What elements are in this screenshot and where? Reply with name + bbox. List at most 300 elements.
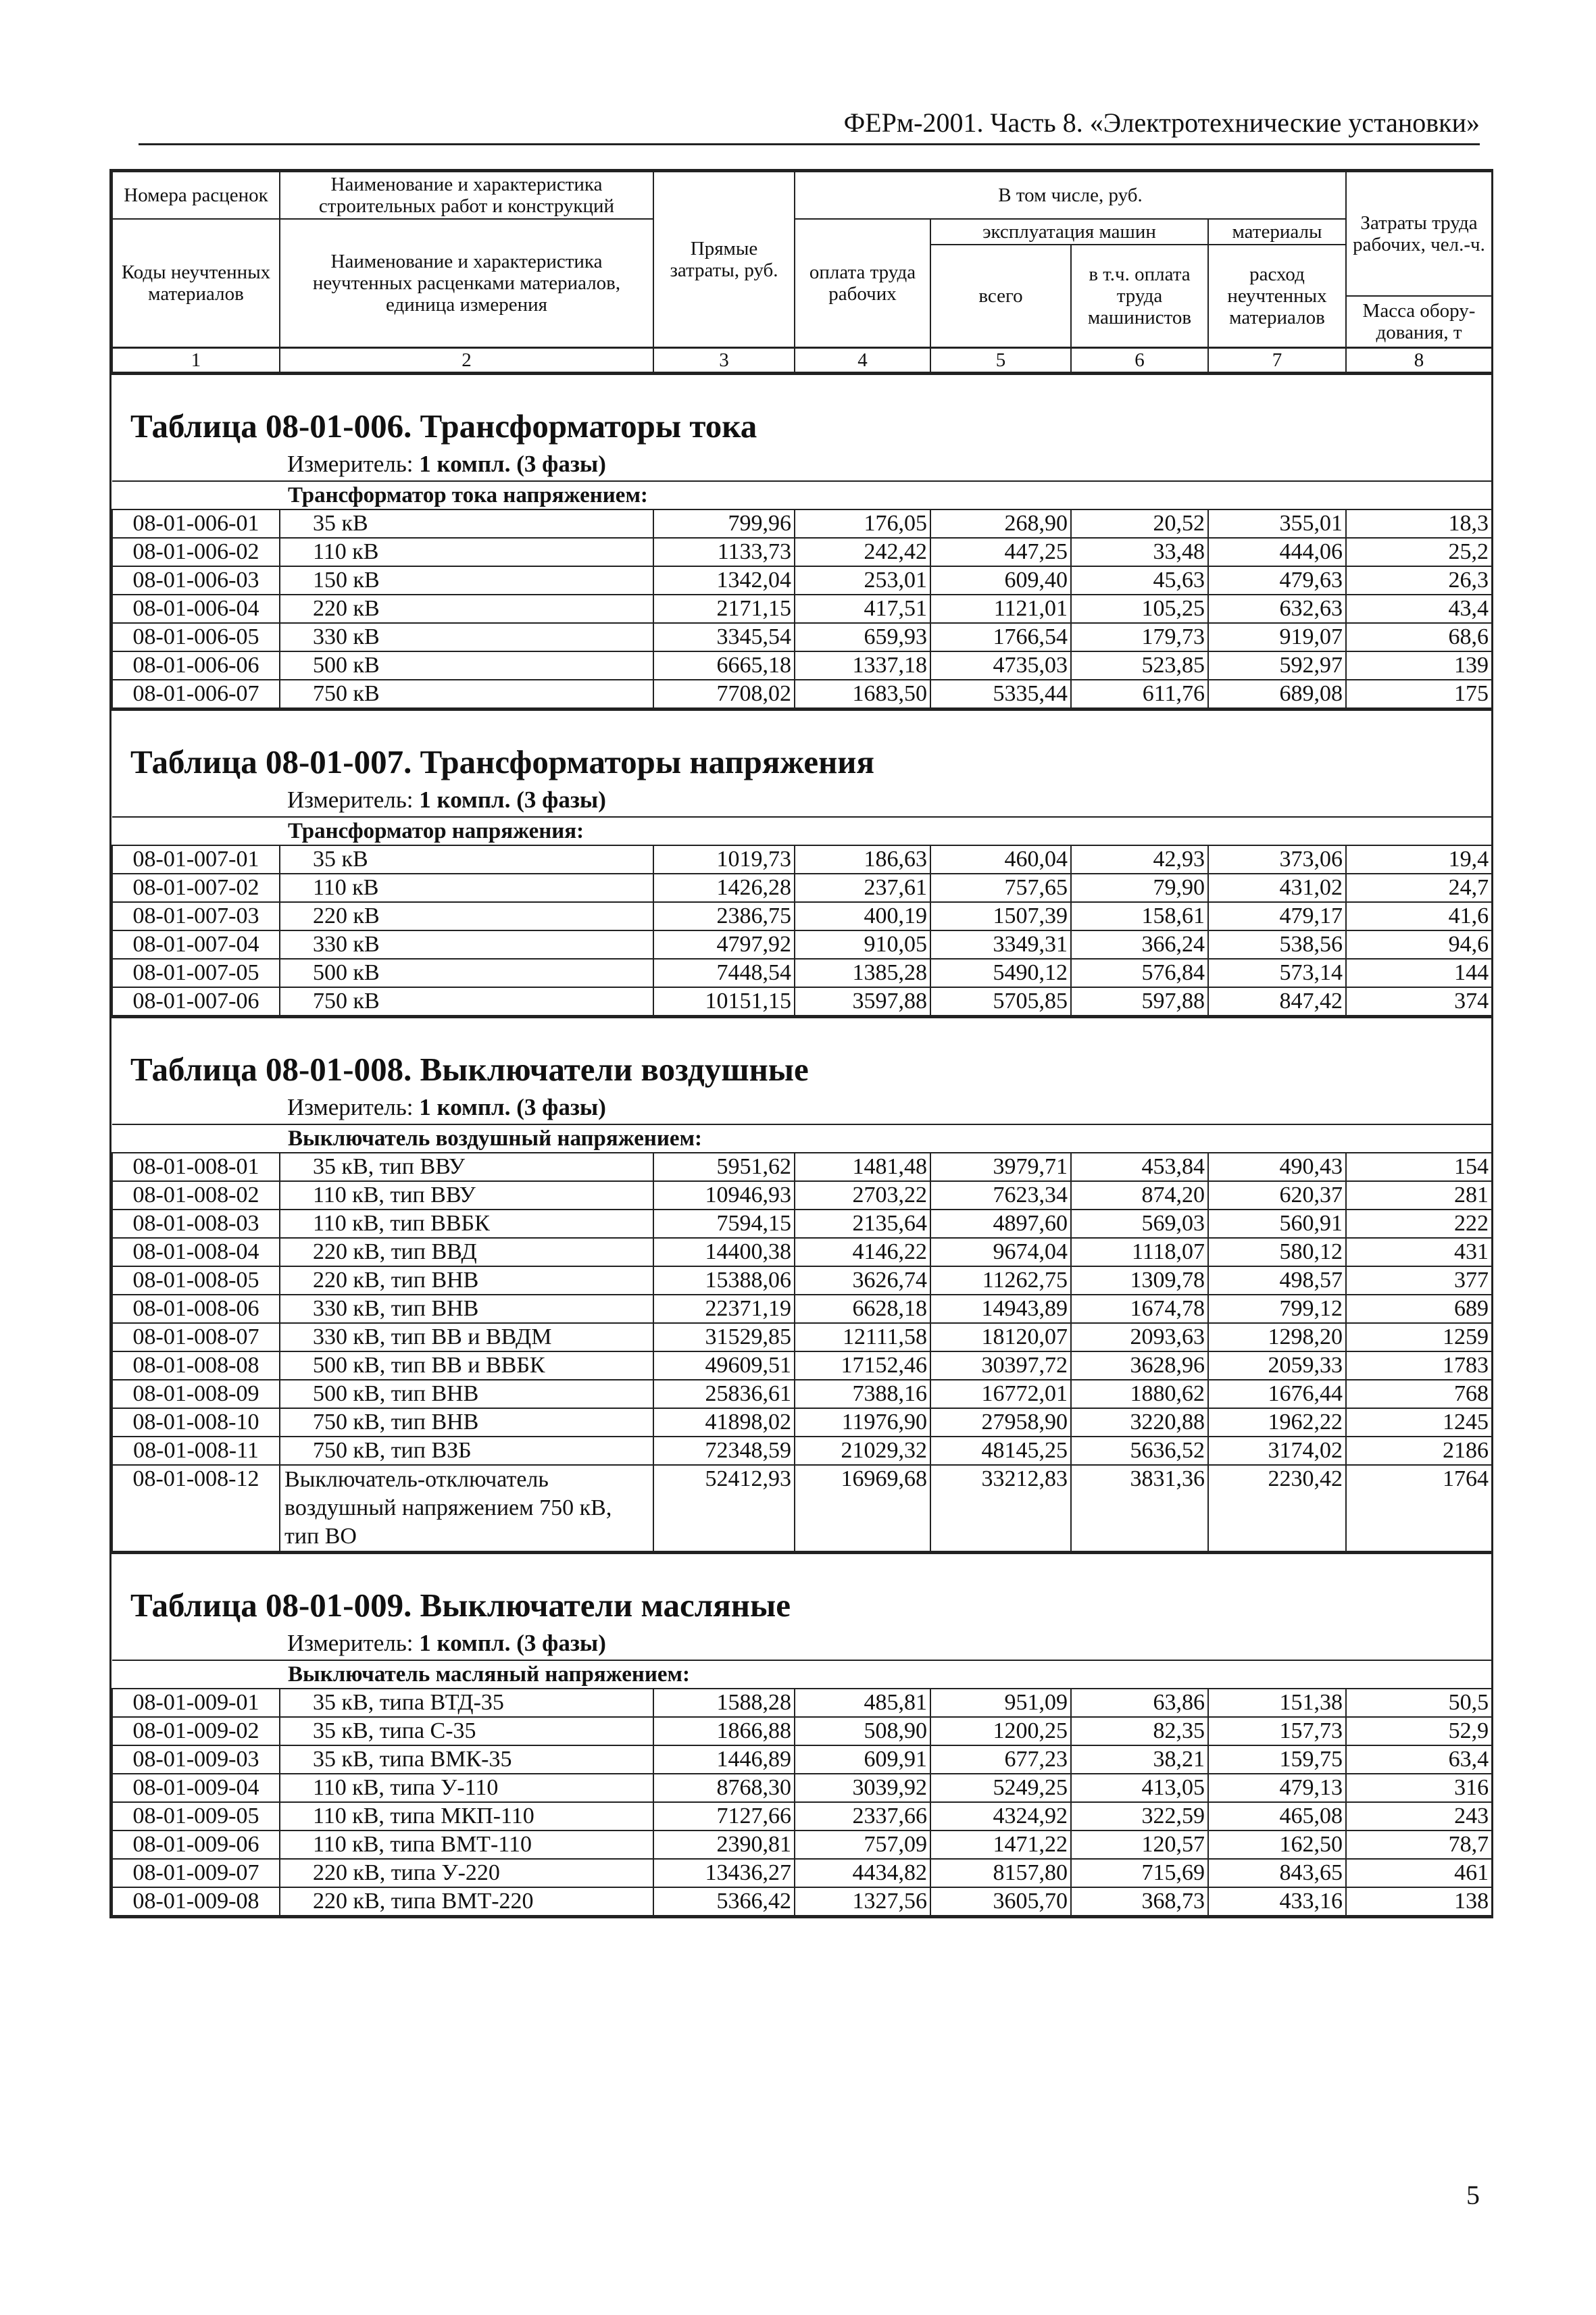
cell-hours: 461 [1346,1859,1492,1887]
cell-direct: 22371,19 [653,1295,795,1323]
cell-materials: 632,63 [1208,595,1346,623]
section-table [111,709,1491,1016]
cell-materials: 919,07 [1208,623,1346,651]
table-row [112,1717,1492,1745]
cell-direct: 7127,66 [653,1802,795,1831]
cell-machines: 5490,12 [930,959,1071,987]
section-data-table [111,816,1493,1016]
cell-name: 35 кВ, типа ВМК-35 [280,1745,653,1774]
cell-hours: 1259 [1346,1323,1492,1351]
cell-code: 08-01-006-01 [112,509,280,538]
cell-operators: 42,93 [1071,845,1208,874]
cell-machines: 7623,34 [930,1181,1071,1210]
cell-operators: 105,25 [1071,595,1208,623]
col-group-including: В том числе, руб. [795,172,1346,219]
cell-code: 08-01-008-01 [112,1153,280,1181]
cell-machines: 1200,25 [930,1717,1071,1745]
cell-operators: 1118,07 [1071,1238,1208,1266]
cell-operators: 120,57 [1071,1831,1208,1859]
cell-materials: 465,08 [1208,1802,1346,1831]
col-group-materials: материалы [1208,219,1346,245]
cell-operators: 158,61 [1071,902,1208,930]
cell-code: 08-01-007-04 [112,930,280,959]
table-row [112,1238,1492,1266]
cell-hours: 25,2 [1346,538,1492,566]
cell-name: 750 кВ, тип ВНВ [280,1408,653,1437]
cell-hours: 52,9 [1346,1717,1492,1745]
table-row [112,1437,1492,1465]
cell-name: 110 кВ [280,874,653,902]
cell-machines: 1766,54 [930,623,1071,651]
section-data-table [111,1660,1493,1916]
cell-machines: 5705,85 [930,987,1071,1016]
col-number: 8 [1346,347,1492,372]
cell-name: 110 кВ, тип ВВБК [280,1210,653,1238]
cell-machines: 11262,75 [930,1266,1071,1295]
col6-operators: в т.ч. оплата труда машинистов [1071,245,1208,347]
cell-operators: 63,86 [1071,1689,1208,1717]
cell-operators: 523,85 [1071,651,1208,680]
cell-materials: 580,12 [1208,1238,1346,1266]
cell-direct: 5366,42 [653,1887,795,1916]
cell-name: 35 кВ [280,845,653,874]
cell-code: 08-01-007-05 [112,959,280,987]
cell-operators: 322,59 [1071,1802,1208,1831]
cell-machines: 3349,31 [930,930,1071,959]
cell-materials: 444,06 [1208,538,1346,566]
col8-bottom: Масса обору-дования, т [1346,296,1492,347]
cell-machines: 951,09 [930,1689,1071,1717]
cell-hours: 63,4 [1346,1745,1492,1774]
cell-code: 08-01-006-06 [112,651,280,680]
cell-hours: 2186 [1346,1437,1492,1465]
table-row [112,1689,1492,1717]
table-row [112,1859,1492,1887]
cell-operators: 453,84 [1071,1153,1208,1181]
section-meter [111,1630,1491,1660]
cell-materials: 355,01 [1208,509,1346,538]
cell-labor: 1385,28 [795,959,930,987]
cell-materials: 799,12 [1208,1295,1346,1323]
cell-hours: 431 [1346,1238,1492,1266]
cell-code: 08-01-008-02 [112,1181,280,1210]
cell-machines: 3979,71 [930,1153,1071,1181]
section-title: Таблица 08-01-009. Выключатели масляные [130,1586,791,1624]
cell-direct: 8768,30 [653,1774,795,1802]
cell-code: 08-01-009-01 [112,1689,280,1717]
cell-code: 08-01-009-03 [112,1745,280,1774]
cell-name: 220 кВ, типа ВМТ-220 [280,1887,653,1916]
cell-direct: 7708,02 [653,680,795,708]
cell-materials: 592,97 [1208,651,1346,680]
section-subheading: Выключатель воздушный напряжением: [112,1124,1492,1153]
cell-direct: 1426,28 [653,874,795,902]
cell-labor: 1683,50 [795,680,930,708]
cell-materials: 490,43 [1208,1153,1346,1181]
col-number: 2 [280,347,653,372]
page-header: ФЕРм-2001. Часть 8. «Электротехнические установки» [843,107,1480,138]
cell-code: 08-01-008-07 [112,1323,280,1351]
cell-name: 35 кВ, типа С-35 [280,1717,653,1745]
cell-labor: 3626,74 [795,1266,930,1295]
table-row [112,1295,1492,1323]
cell-materials: 560,91 [1208,1210,1346,1238]
cell-hours: 175 [1346,680,1492,708]
cell-code: 08-01-006-02 [112,538,280,566]
cell-operators: 5636,52 [1071,1437,1208,1465]
cell-direct: 10946,93 [653,1181,795,1210]
col-number: 7 [1208,347,1346,372]
col1-bottom: Коды неучтенных материалов [112,219,280,347]
cell-name: 220 кВ [280,902,653,930]
cell-hours: 768 [1346,1380,1492,1408]
cell-materials: 479,13 [1208,1774,1346,1802]
cell-hours: 374 [1346,987,1492,1016]
cell-code: 08-01-008-05 [112,1266,280,1295]
col2-bottom: Наименование и характеристика неучтенных расценками материалов, единица измерения [280,219,653,347]
table-row [112,845,1492,874]
col-number: 1 [112,347,280,372]
cell-operators: 1309,78 [1071,1266,1208,1295]
cell-machines: 4324,92 [930,1802,1071,1831]
cell-code: 08-01-008-08 [112,1351,280,1380]
col2-top: Наименование и характеристика строительных работ и конструкций [280,172,653,219]
col5-total: всего [930,245,1071,347]
cell-operators: 33,48 [1071,538,1208,566]
cell-hours: 43,4 [1346,595,1492,623]
cell-materials: 1962,22 [1208,1408,1346,1437]
cell-labor: 16969,68 [795,1465,930,1551]
meter-value: 1 компл. (3 фазы) [419,786,606,813]
cell-hours: 689 [1346,1295,1492,1323]
meter-label: Измеритель: [287,1629,414,1656]
cell-direct: 41898,02 [653,1408,795,1437]
header-rule [139,143,1480,145]
section-meter [111,451,1491,480]
cell-labor: 3039,92 [795,1774,930,1802]
cell-operators: 2093,63 [1071,1323,1208,1351]
cell-labor: 1481,48 [795,1153,930,1181]
cell-code: 08-01-008-11 [112,1437,280,1465]
cell-operators: 413,05 [1071,1774,1208,1802]
cell-code: 08-01-009-07 [112,1859,280,1887]
cell-name: 500 кВ [280,651,653,680]
cell-labor: 237,61 [795,874,930,902]
cell-operators: 611,76 [1071,680,1208,708]
cell-machines: 48145,25 [930,1437,1071,1465]
cell-direct: 72348,59 [653,1437,795,1465]
cell-machines: 9674,04 [930,1238,1071,1266]
table-row [112,1210,1492,1238]
cell-hours: 24,7 [1346,874,1492,902]
cell-machines: 609,40 [930,566,1071,595]
cell-materials: 431,02 [1208,874,1346,902]
meter-value: 1 компл. (3 фазы) [419,450,606,477]
cell-hours: 94,6 [1346,930,1492,959]
cell-code: 08-01-008-09 [112,1380,280,1408]
cell-direct: 14400,38 [653,1238,795,1266]
cell-machines: 3605,70 [930,1887,1071,1916]
cell-name: 500 кВ, тип ВВ и ВВБК [280,1351,653,1380]
cell-operators: 874,20 [1071,1181,1208,1210]
cell-hours: 1764 [1346,1465,1492,1551]
cell-materials: 843,65 [1208,1859,1346,1887]
section-table [111,1016,1491,1552]
cell-hours: 19,4 [1346,845,1492,874]
cell-labor: 12111,58 [795,1323,930,1351]
cell-labor: 417,51 [795,595,930,623]
section-subheading: Трансформатор напряжения: [112,817,1492,845]
cell-operators: 38,21 [1071,1745,1208,1774]
cell-labor: 609,91 [795,1745,930,1774]
cell-operators: 1880,62 [1071,1380,1208,1408]
cell-name: 750 кВ [280,680,653,708]
cell-name: 750 кВ [280,987,653,1016]
cell-name: 330 кВ [280,623,653,651]
table-row [112,1802,1492,1831]
cell-code: 08-01-008-04 [112,1238,280,1266]
cell-machines: 30397,72 [930,1351,1071,1380]
col4-labor: оплата труда рабочих [795,219,930,347]
section-table [111,1552,1491,1916]
cell-hours: 68,6 [1346,623,1492,651]
cell-operators: 20,52 [1071,509,1208,538]
cell-hours: 144 [1346,959,1492,987]
cell-hours: 281 [1346,1181,1492,1210]
cell-labor: 4146,22 [795,1238,930,1266]
sections-container [111,373,1491,1916]
cell-hours: 377 [1346,1266,1492,1295]
cell-direct: 15388,06 [653,1266,795,1295]
cell-materials: 2059,33 [1208,1351,1346,1380]
cell-materials: 2230,42 [1208,1465,1346,1551]
cell-code: 08-01-007-01 [112,845,280,874]
cell-name: 220 кВ, типа У-220 [280,1859,653,1887]
cell-machines: 18120,07 [930,1323,1071,1351]
cell-name: 330 кВ, тип ВВ и ВВДМ [280,1323,653,1351]
col-number: 3 [653,347,795,372]
cell-hours: 1245 [1346,1408,1492,1437]
table-row [112,680,1492,708]
table-row [112,1266,1492,1295]
cell-materials: 151,38 [1208,1689,1346,1717]
cell-code: 08-01-007-03 [112,902,280,930]
cell-labor: 757,09 [795,1831,930,1859]
cell-operators: 366,24 [1071,930,1208,959]
cell-direct: 1019,73 [653,845,795,874]
cell-direct: 13436,27 [653,1859,795,1887]
cell-direct: 10151,15 [653,987,795,1016]
cell-hours: 139 [1346,651,1492,680]
cell-machines: 4897,60 [930,1210,1071,1238]
cell-labor: 659,93 [795,623,930,651]
cell-direct: 2390,81 [653,1831,795,1859]
cell-name: 220 кВ [280,595,653,623]
cell-materials: 159,75 [1208,1745,1346,1774]
cell-machines: 757,65 [930,874,1071,902]
cell-materials: 847,42 [1208,987,1346,1016]
table-row [112,1887,1492,1916]
meter-label: Измеритель: [287,450,414,477]
cell-code: 08-01-008-12 [112,1465,280,1551]
table-row [112,1831,1492,1859]
col8-top: Затраты труда рабочих, чел.-ч. [1346,172,1492,296]
cell-machines: 268,90 [930,509,1071,538]
cell-hours: 316 [1346,1774,1492,1802]
cell-materials: 498,57 [1208,1266,1346,1295]
col1-top: Номера расценок [112,172,280,219]
cell-labor: 1337,18 [795,651,930,680]
section-data-table [111,480,1493,709]
cell-machines: 1471,22 [930,1831,1071,1859]
cell-hours: 41,6 [1346,902,1492,930]
cell-materials: 620,37 [1208,1181,1346,1210]
cell-machines: 14943,89 [930,1295,1071,1323]
cell-name: 150 кВ [280,566,653,595]
table-row [112,930,1492,959]
cell-direct: 7448,54 [653,959,795,987]
cell-materials: 479,63 [1208,566,1346,595]
cell-direct: 1133,73 [653,538,795,566]
cell-operators: 82,35 [1071,1717,1208,1745]
cell-machines: 677,23 [930,1745,1071,1774]
cell-name: 35 кВ, типа ВТД-35 [280,1689,653,1717]
col3-direct-costs: Прямые затраты, руб. [653,172,795,347]
cell-code: 08-01-007-06 [112,987,280,1016]
cell-materials: 1298,20 [1208,1323,1346,1351]
cell-name: 330 кВ, тип ВНВ [280,1295,653,1323]
cell-labor: 176,05 [795,509,930,538]
cell-name: 110 кВ [280,538,653,566]
col-number: 6 [1071,347,1208,372]
cell-direct: 1588,28 [653,1689,795,1717]
cell-operators: 179,73 [1071,623,1208,651]
cell-operators: 79,90 [1071,874,1208,902]
col-number: 4 [795,347,930,372]
cell-direct: 1342,04 [653,566,795,595]
cell-code: 08-01-008-10 [112,1408,280,1437]
cell-materials: 157,73 [1208,1717,1346,1745]
document-body [109,169,1493,1918]
meter-value: 1 компл. (3 фазы) [419,1629,606,1656]
cell-machines: 27958,90 [930,1408,1071,1437]
cell-code: 08-01-006-05 [112,623,280,651]
cell-code: 08-01-009-05 [112,1802,280,1831]
cell-direct: 2386,75 [653,902,795,930]
section-subheading: Трансформатор тока напряжением: [112,481,1492,509]
section-meter [111,1094,1491,1124]
cell-materials: 3174,02 [1208,1437,1346,1465]
cell-machines: 5335,44 [930,680,1071,708]
cell-direct: 49609,51 [653,1351,795,1380]
cell-code: 08-01-008-03 [112,1210,280,1238]
cell-hours: 18,3 [1346,509,1492,538]
cell-code: 08-01-008-06 [112,1295,280,1323]
cell-hours: 222 [1346,1210,1492,1238]
table-row [112,509,1492,538]
cell-machines: 1121,01 [930,595,1071,623]
cell-labor: 2337,66 [795,1802,930,1831]
cell-code: 08-01-006-04 [112,595,280,623]
cell-operators: 569,03 [1071,1210,1208,1238]
cell-name: 110 кВ, типа МКП-110 [280,1802,653,1831]
cell-code: 08-01-006-03 [112,566,280,595]
table-row [112,1408,1492,1437]
cell-labor: 253,01 [795,566,930,595]
cell-name: 110 кВ, типа У-110 [280,1774,653,1802]
meter-label: Измеритель: [287,786,414,813]
cell-name: 330 кВ [280,930,653,959]
cell-operators: 3628,96 [1071,1351,1208,1380]
table-row [112,1745,1492,1774]
cell-direct: 25836,61 [653,1380,795,1408]
cell-name: 220 кВ, тип ВВД [280,1238,653,1266]
table-row [112,623,1492,651]
section-title: Таблица 08-01-006. Трансформаторы тока [130,407,757,445]
cell-labor: 7388,16 [795,1380,930,1408]
cell-operators: 45,63 [1071,566,1208,595]
cell-hours: 50,5 [1346,1689,1492,1717]
table-row [112,651,1492,680]
cell-direct: 31529,85 [653,1323,795,1351]
cell-direct: 7594,15 [653,1210,795,1238]
col7-materials: расход неучтенных материалов [1208,245,1346,347]
table-row [112,902,1492,930]
section-meter [111,787,1491,816]
cell-operators: 715,69 [1071,1859,1208,1887]
cell-labor: 11976,90 [795,1408,930,1437]
cell-code: 08-01-009-02 [112,1717,280,1745]
table-row [112,1323,1492,1351]
cell-operators: 368,73 [1071,1887,1208,1916]
cell-labor: 1327,56 [795,1887,930,1916]
cell-name: 110 кВ, тип ВВУ [280,1181,653,1210]
cell-code: 08-01-006-07 [112,680,280,708]
cell-hours: 1783 [1346,1351,1492,1380]
cell-name: 750 кВ, тип ВЗБ [280,1437,653,1465]
cell-hours: 138 [1346,1887,1492,1916]
cell-name: 500 кВ [280,959,653,987]
col-number: 5 [930,347,1071,372]
cell-materials: 538,56 [1208,930,1346,959]
cell-operators: 576,84 [1071,959,1208,987]
cell-direct: 1446,89 [653,1745,795,1774]
cell-machines: 5249,25 [930,1774,1071,1802]
cell-direct: 3345,54 [653,623,795,651]
cell-materials: 479,17 [1208,902,1346,930]
cell-operators: 1674,78 [1071,1295,1208,1323]
cell-operators: 3831,36 [1071,1465,1208,1551]
cell-labor: 242,42 [795,538,930,566]
cell-direct: 2171,15 [653,595,795,623]
table-row [112,1181,1492,1210]
section-title: Таблица 08-01-008. Выключатели воздушные [130,1050,809,1088]
cell-labor: 485,81 [795,1689,930,1717]
cell-name: 220 кВ, тип ВНВ [280,1266,653,1295]
cell-direct: 799,96 [653,509,795,538]
cell-labor: 17152,46 [795,1351,930,1380]
cell-labor: 400,19 [795,902,930,930]
cell-labor: 4434,82 [795,1859,930,1887]
cell-operators: 597,88 [1071,987,1208,1016]
cell-name: Выключатель-отключатель воздушный напряжением 750 кВ, тип ВО [280,1465,653,1551]
table-row [112,566,1492,595]
cell-hours: 243 [1346,1802,1492,1831]
cell-machines: 1507,39 [930,902,1071,930]
cell-direct: 6665,18 [653,651,795,680]
column-header-table [111,171,1493,373]
table-row [112,1774,1492,1802]
